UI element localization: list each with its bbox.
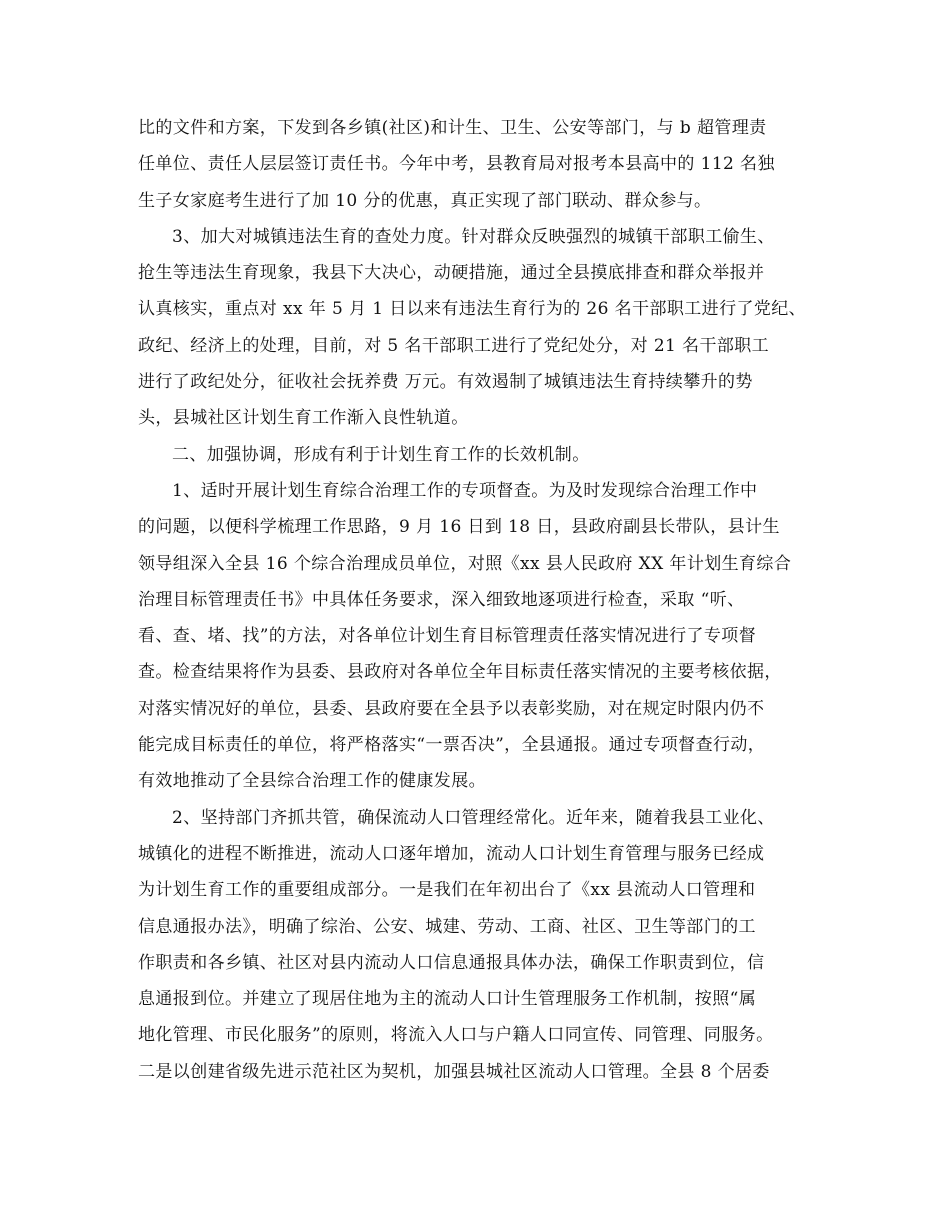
text-line: 进行了政纪处分，征收社会抚养费 万元。有效遏制了城镇违法生育持续攀升的势 bbox=[138, 372, 753, 393]
section-heading: 二、加强协调，形成有利于计划生育工作的长效机制。 bbox=[172, 444, 590, 465]
text-line: 抢生等违法生育现象，我县下大决心，动硬措施，通过全县摸底排查和群众举报并 bbox=[138, 263, 765, 284]
text-line: 二是以创建省级先进示范社区为契机，加强县城社区流动人口管理。全县 8 个居委 bbox=[138, 1061, 770, 1082]
text-line: 任单位、责任人层层签订责任书。今年中考，县教育局对报考本县高中的 112 名独 bbox=[138, 154, 775, 175]
text-line: 信息通报办法》，明确了综治、公安、城建、劳动、工商、社区、卫生等部门的工 bbox=[138, 916, 756, 937]
text-line: 作职责和各乡镇、社区对县内流动人口信息通报具体办法，确保工作职责到位，信 bbox=[138, 952, 765, 973]
text-line: 有效地推动了全县综合治理工作的健康发展。 bbox=[138, 771, 486, 792]
text-line: 2、坚持部门齐抓共管，确保流动人口管理经常化。近年来，随着我县工业化、 bbox=[172, 807, 775, 828]
text-line: 对落实情况好的单位，县委、县政府要在全县予以表彰奖励，对在规定时限内仍不 bbox=[138, 698, 765, 719]
text-line: 治理目标管理责任书》中具体任务要求，深入细致地逐项进行检查，采取 “听、 bbox=[138, 589, 745, 610]
text-line: 城镇化的进程不断推进，流动人口逐年增加，流动人口计划生育管理与服务已经成 bbox=[138, 843, 765, 864]
text-line: 认真核实，重点对 xx 年 5 月 1 日以来有违法生育行为的 26 名干部职工进行了党纪、 bbox=[138, 299, 807, 320]
text-line: 比的文件和方案，下发到各乡镇(社区)和计生、卫生、公安等部门，与 b 超管理责 bbox=[138, 118, 767, 138]
text-line: 生子女家庭考生进行了加 10 分的优惠，真正实现了部门联动、群众参与。 bbox=[138, 190, 712, 211]
text-line: 的问题，以便科学梳理工作思路，9 月 16 日到 18 日，县政府副县长带队，县计生 bbox=[138, 517, 780, 538]
text-line: 息通报到位。并建立了现居住地为主的流动人口计生管理服务工作机制，按照“属 bbox=[138, 989, 757, 1010]
text-line: 政纪、经济上的处理，目前，对 5 名干部职工进行了党纪处分，对 21 名干部职工 bbox=[138, 335, 770, 356]
text-line: 看、查、堵、找”的方法，对各单位计划生育目标管理责任落实情况进行了专项督 bbox=[138, 626, 757, 647]
text-line: 头，县城社区计划生育工作渐入良性轨道。 bbox=[138, 408, 469, 429]
text-line: 能完成目标责任的单位，将严格落实“一票否决”，全县通报。通过专项督查行动， bbox=[138, 735, 766, 756]
text-line: 查。检查结果将作为县委、县政府对各单位全年目标责任落实情况的主要考核依据， bbox=[138, 662, 782, 683]
document-body bbox=[138, 110, 828, 1090]
text-line: 地化管理、市民化服务”的原则，将流入人口与户籍人口同宣传、同管理、同服务。 bbox=[138, 1025, 774, 1046]
text-line: 3、加大对城镇违法生育的查处力度。针对群众反映强烈的城镇干部职工偷生、 bbox=[172, 226, 775, 247]
text-line: 1、适时开展计划生育综合治理工作的专项督查。为及时发现综合治理工作中 bbox=[172, 480, 758, 501]
text-line: 为计划生育工作的重要组成部分。一是我们在年初出台了《xx 县流动人口管理和 bbox=[138, 880, 756, 901]
text-line: 领导组深入全县 16 个综合治理成员单位，对照《xx 县人民政府 XX 年计划生育综合 bbox=[138, 553, 792, 574]
